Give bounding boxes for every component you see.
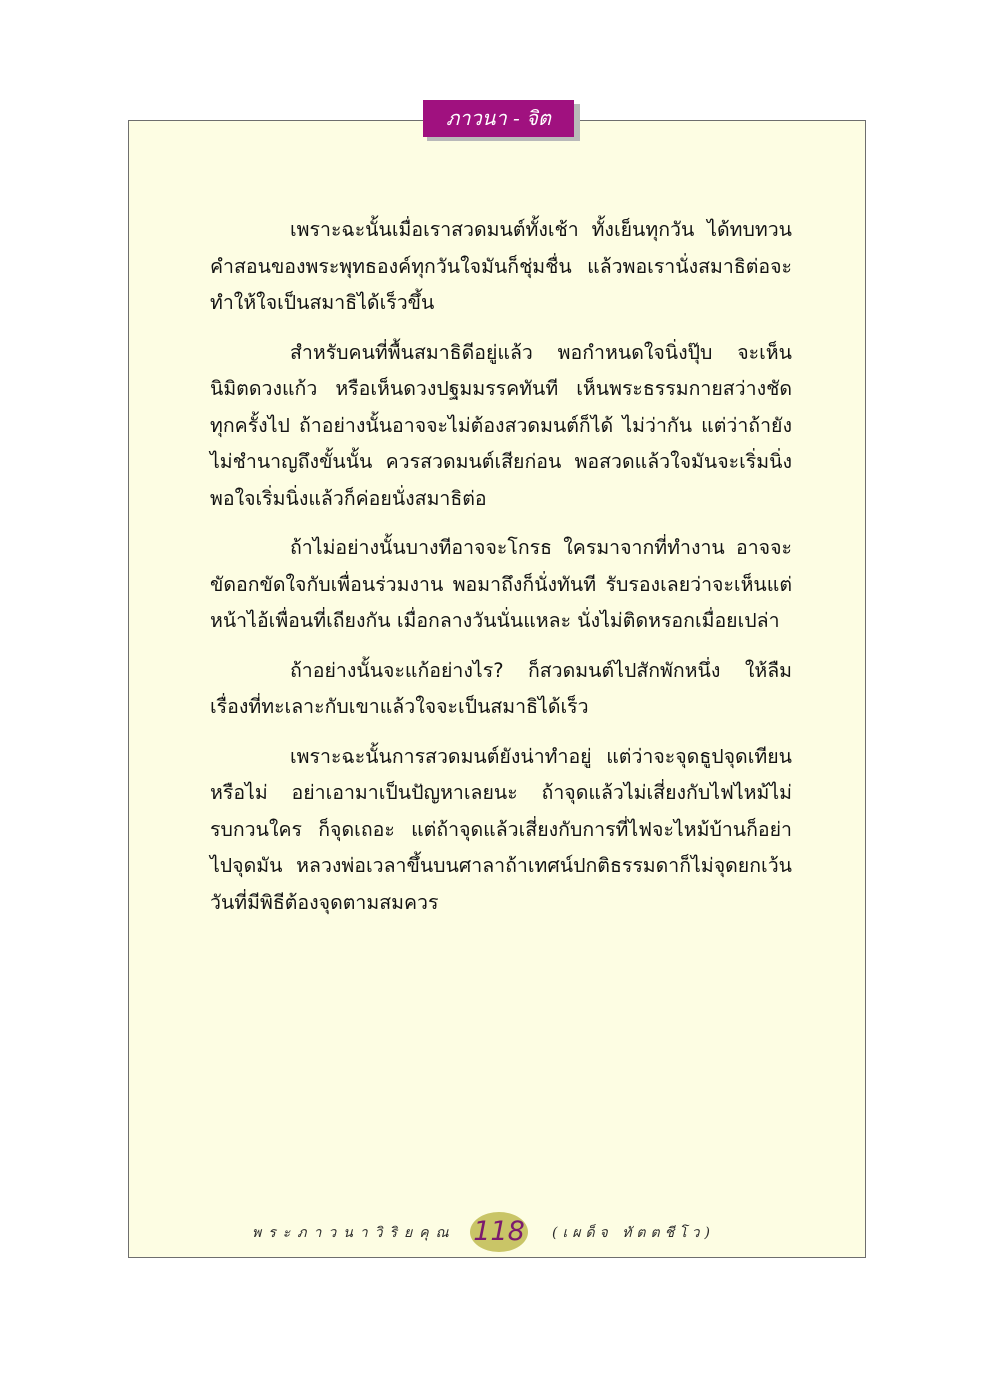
page-footer [252, 1212, 752, 1252]
section-tab: ภาวนา - จิต [423, 100, 574, 137]
paragraph-5: เพราะฉะนั้นการสวดมนต์ยังน่าทำอยู่ แต่ว่าจะจุดธูปจุดเทียนหรือไม่ อย่าเอามาเป็นปัญหาเลยนะ ถ้าจุดแล้วไม่เสี่ยงกับไฟไหม้ไม่รบกวนใคร ก็จุดเถอะ แต่ถ้าจุดแล้วเสี่ยงกับการที่ไฟจะไหม้บ้านก็อย่าไปจุดมัน หลวงพ่อเวลาขึ้นบนศาลาถ้าเทศน์ปกติธรรมดาก็ไม่จุดยกเว้นวันที่มีพิธีต้องจุดตามสมควร [210, 744, 792, 914]
paragraph-4: ถ้าอย่างนั้นจะแก้อย่างไร? ก็สวดมนต์ไปสักพักหนึ่ง ให้ลืมเรื่องที่ทะเลาะกับเขาแล้วใจจะเป็นสมาธิได้เร็ว [210, 658, 792, 718]
footer-book-title: พระภาวนาวิริยคุณ [252, 1225, 456, 1241]
paragraph-1: เพราะฉะนั้นเมื่อเราสวดมนต์ทั้งเช้า ทั้งเย็นทุกวัน ได้ทบทวนคำสอนของพระพุทธองค์ทุกวันใจมันก็ชุ่มชื่น แล้วพอเรานั่งสมาธิต่อจะทำให้ใจเป็นสมาธิได้เร็วขึ้น [210, 218, 792, 314]
paragraph-3: ถ้าไม่อย่างนั้นบางทีอาจจะโกรธ ใครมาจากที่ทำงาน อาจจะขัดอกขัดใจกับเพื่อนร่วมงาน พอมาถึงก็นั่งทันที รับรองเลยว่าจะเห็นแต่หน้าไอ้เพื่อนที่เถียงกัน เมื่อกลางวันนั่นแหละ นั่งไม่ติดหรอกเมื่อยเปล่า [210, 536, 792, 632]
body-text [210, 212, 792, 934]
page-number: 118 [473, 1216, 525, 1247]
paragraph-2: สำหรับคนที่พื้นสมาธิดีอยู่แล้ว พอกำหนดใจนิ่งปุ๊บ จะเห็นนิมิตดวงแก้ว หรือเห็นดวงปฐมมรรคทันที เห็นพระธรรมกายสว่างชัดทุกครั้งไป ถ้าอย่างนั้นอาจจะไม่ต้องสวดมนต์ก็ได้ ไม่ว่ากัน แต่ว่าถ้ายังไม่ชำนาญถึงขั้นนั้น ควรสวดมนต์เสียก่อน พอสวดแล้วใจมันจะเริ่มนิ่งพอใจเริ่มนิ่งแล้วก็ค่อยนั่งสมาธิต่อ [210, 340, 792, 510]
footer-author: (เผด็จ ทัตตชีโว) [552, 1225, 715, 1241]
